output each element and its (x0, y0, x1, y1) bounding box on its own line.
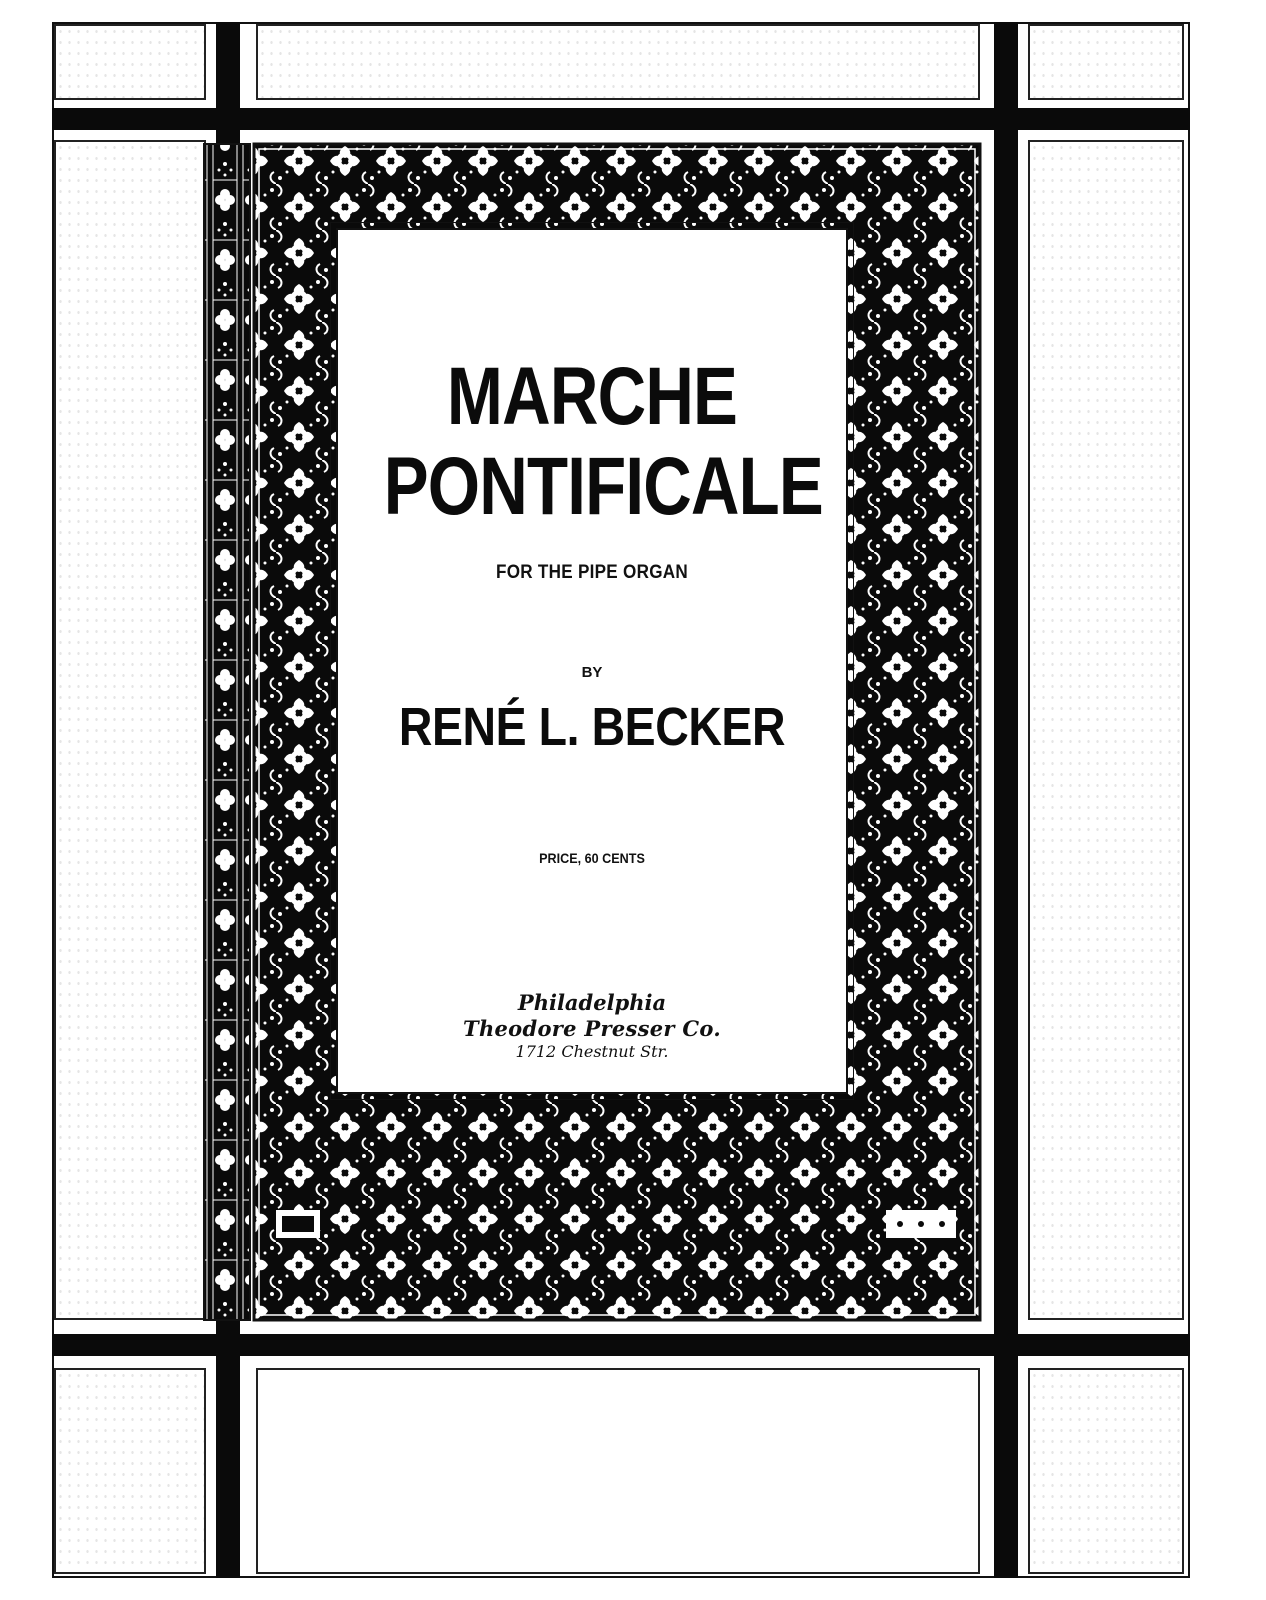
publisher-address: 1712 Chestnut Str. (515, 1042, 669, 1061)
price-label: PRICE, 60 CENTS (539, 850, 645, 866)
by-label: BY (581, 664, 603, 681)
spine-strip (204, 144, 250, 1320)
publisher-city: Philadelphia (517, 990, 667, 1015)
composer-name: RENÉ L. BECKER (398, 697, 786, 757)
title-line-2: PONTIFICALE (383, 441, 823, 532)
subtitle: FOR THE PIPE ORGAN (495, 562, 689, 583)
title-panel (336, 228, 848, 1094)
publisher-name: Theodore Presser Co. (463, 1016, 721, 1041)
title-line-1: MARCHE (446, 351, 738, 442)
